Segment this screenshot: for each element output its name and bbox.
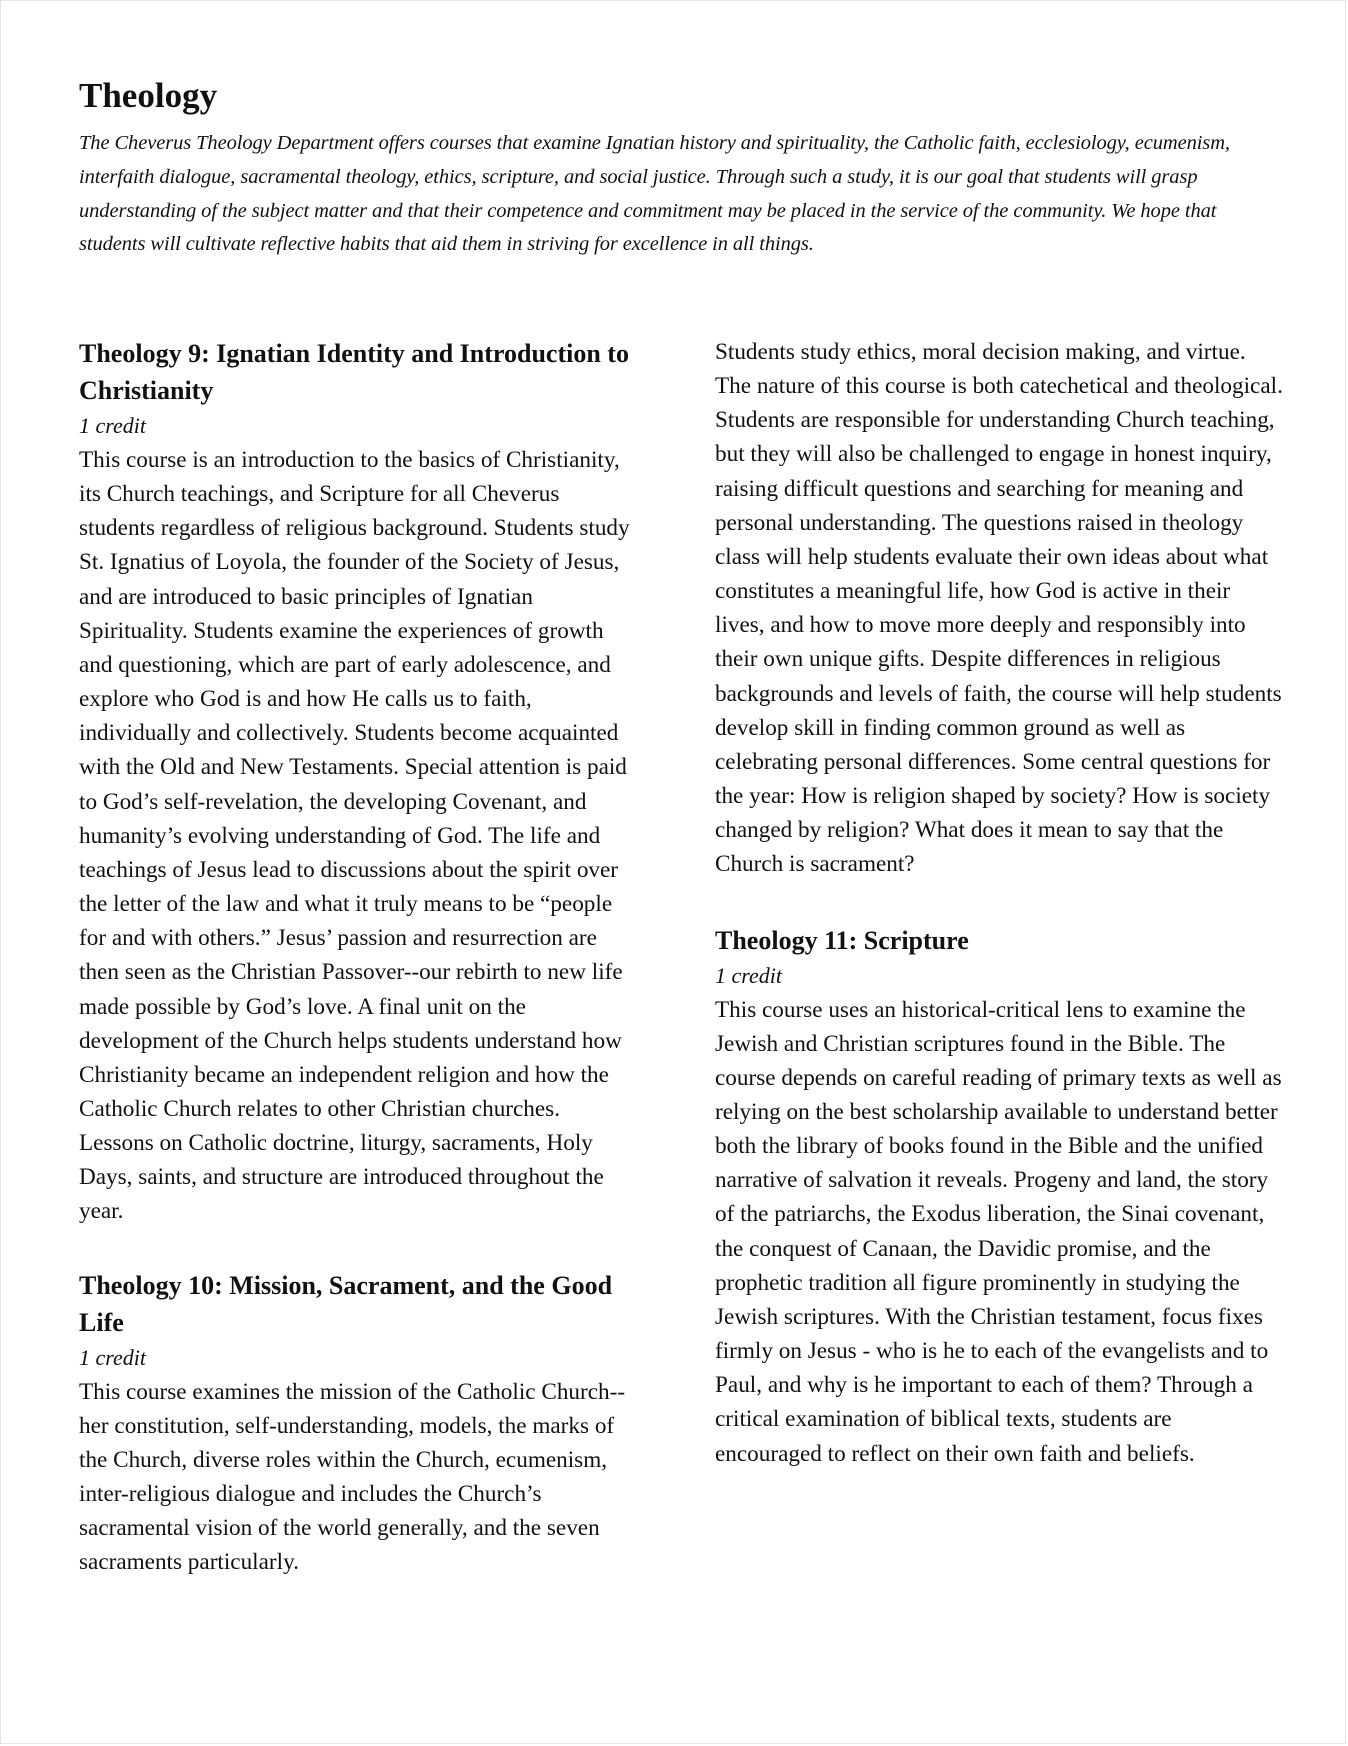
course-theology-10 (79, 1267, 639, 1580)
course-description: This course examines the mission of the Catholic Church--her constitution, self-understanding, models, the marks of the Church, diverse roles within the Church, ecumenism, inter-religious dialogue and includes the Church’s sacramental vision of the world generally, and the seven sacraments particularly. (79, 1378, 626, 1576)
course-description-continued: Students study ethics, moral decision making, and virtue. The nature of this course is both catechetical and theological. Students are responsible for understanding Church teaching, but they will also be challenged to engage in honest inquiry, raising difficult questions and searching for meaning and personal understanding. The questions raised in theology class will help students evaluate their own ideas about what constitutes a meaningful life, how God is active in their lives, and how to move more deeply and responsibly into their own unique gifts. Despite differences in religious backgrounds and levels of faith, the course will help students develop skill in finding common ground as well as celebrating personal differences. Some central questions for the year: How is religion shaped by society? How is society changed by religion? What does it mean to say that the Church is sacrament? (715, 339, 1283, 878)
course-credit: 1 credit (79, 413, 146, 438)
course-title: Theology 10: Mission, Sacrament, and the Good Life (79, 1270, 613, 1337)
page-title: Theology (79, 76, 218, 115)
left-column (79, 335, 639, 1618)
course-title: Theology 11: Scripture (715, 925, 969, 955)
course-credit: 1 credit (79, 1344, 146, 1370)
course-theology-9 (79, 335, 639, 1229)
course-description: This course uses an historical-critical lens to examine the Jewish and Christian scriptures found in the Bible. The course depends on careful reading of primary texts as well as relying on the best scholarship available to understand better both the library of books found in the Bible and the unified narrative of salvation it reveals. Progeny and land, the story of the patriarchs, the Exodus liberation, the Sinai covenant, the conquest of Canaan, the Davidic promise, and the prophetic tradition all figure prominently in studying the Jewish scriptures. With the Christian testament, focus fixes firmly on Jesus - who is he to each of the evangelists and to Paul, and why is he important to each of them? Through a critical examination of biblical texts, students are encouraged to reflect on their own faith and beliefs. (715, 996, 1282, 1467)
course-description: This course is an introduction to the basics of Christianity, its Church teachings, and Scripture for all Cheverus students regardless of religious background. Students study St. Ignatius of Loyola, the founder of the Society of Jesus, and are introduced to basic principles of Ignatian Spirituality. Students examine the experiences of growth and questioning, which are part of early adolescence, and explore who God is and how He calls us to faith, individually and collectively. Students become acquainted with the Old and New Testaments. Special attention is paid to God’s self-revelation, the developing Covenant, and humanity’s evolving understanding of God. The life and teachings of Jesus lead to discussions about the spirit over the letter of the law and what it truly means to be “people for and with others.” Jesus’ passion and resurrection are then seen as the Christian Passover--our rebirth to new life made possible by God’s love. A final unit on the development of the Church helps students understand how Christianity became an independent religion and how the Catholic Church relates to other Christian churches. Lessons on Catholic doctrine, liturgy, sacraments, Holy Days, saints, and structure are introduced throughout the year. (79, 447, 630, 1225)
right-column (715, 335, 1283, 1509)
course-title: Theology 9: Ignatian Identity and Introduction to Christianity (79, 339, 629, 405)
department-intro: The Cheverus Theology Department offers courses that examine Ignatian history and spirituality, the Catholic faith, ecclesiology, ecumenism, interfaith dialogue, sacramental theology, ethics, scripture, and social justice. Through such a study, it is our goal that students will grasp understanding of the subject matter and that their competence and commitment may be placed in the service of the community. We hope that students will cultivate reflective habits that aid them in striving for excellence in all things. (79, 132, 1230, 256)
course-theology-11 (715, 922, 1283, 1471)
course-credit: 1 credit (715, 962, 782, 988)
